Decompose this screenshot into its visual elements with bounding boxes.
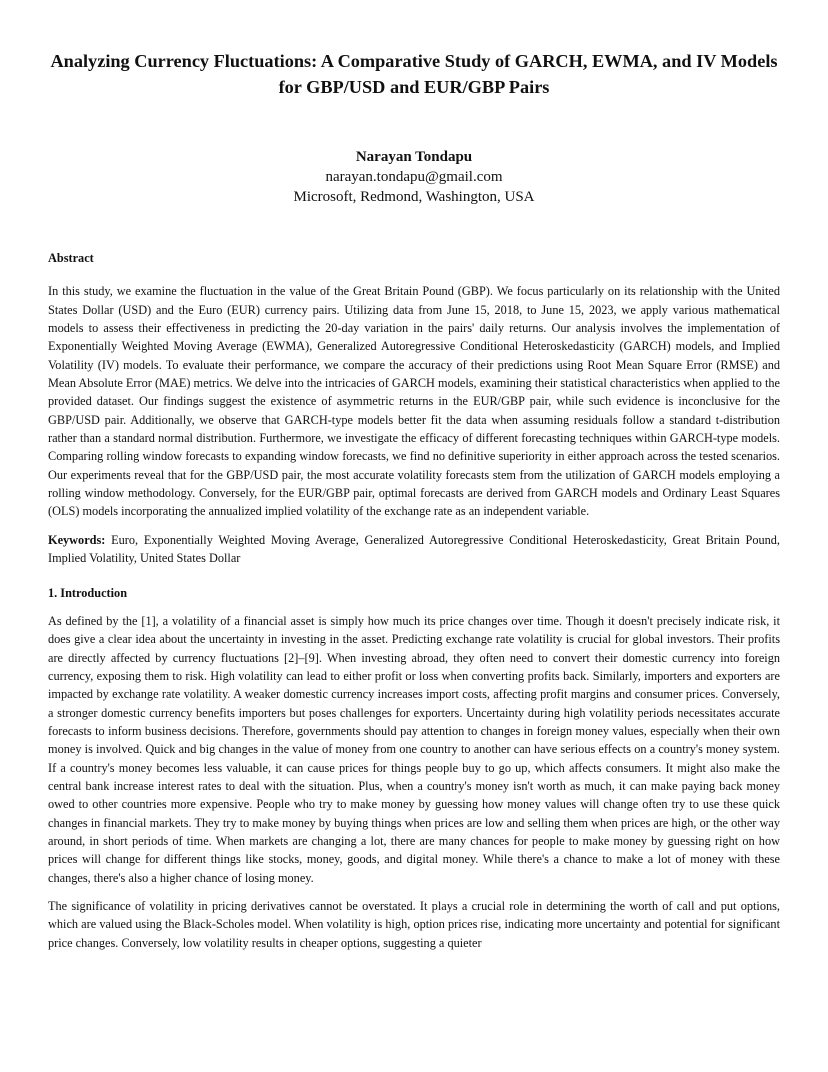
keywords-label: Keywords: — [48, 532, 106, 547]
abstract-text: In this study, we examine the fluctuation in the value of the Great Britain Pound (GBP). We focus particularly on its relationship with the United States Dollar (USD) and the Euro (EUR) currency pairs. Utilizing data from June 15, 2018, to June 15, 2023, we apply various mathematical models to assess their effectiveness in predicting the 20-day variation in the pairs' daily returns. Our analysis involves the implementation of Exponentially Weighted Moving Average (EWMA), Generalized Autoregressive Conditional Heteroskedasticity (GARCH) models, and Implied Volatility (IV) models. To evaluate their performance, we compare the accuracy of their predictions using Root Mean Square Error (RMSE) and Mean Absolute Error (MAE) metrics. We delve into the intricacies of GARCH models, examining their statistical characteristics when applied to the provided dataset. Our findings suggest the existence of asymmetric returns in the EUR/GBP pair, while such evidence is inconclusive for the GBP/USD pair. Additionally, we observe that GARCH-type models better fit the data when assuming residuals follow a standard t-distribution rather than a standard normal distribution. Furthermore, we investigate the efficacy of different forecasting techniques within GARCH-type models. Comparing rolling window forecasts to expanding window forecasts, we find no definitive superiority in either approach across the tested scenarios. Our experiments reveal that for the GBP/USD pair, the most accurate volatility forecasts stem from the utilization of GARCH models employing a rolling window methodology. Conversely, for the EUR/GBP pair, optimal forecasts are derived from GARCH models and Ordinary Least Squares (OLS) models incorporating the annualized implied volatility of the exchange rate as an independent variable. — [48, 284, 780, 519]
introduction-paragraph: As defined by the [1], a volatility of a financial asset is simply how much its price changes over time. Though it doesn't precisely indicate risk, it does give a clear idea about the uncertainty in investing in the asset. Predicting exchange rate volatility is crucial for global investors. Their profits are directly affected by currency fluctuations [2]–[9]. When investing abroad, they often need to convert their domestic currency into foreign currency, exposing them to risk. High volatility can lead to either profit or loss when converting profits back. Similarly, importers and exporters are impacted by exchange rate volatility. A weaker domestic currency increases import costs, affecting profit margins and consumer prices. Conversely, a stronger domestic currency benefits importers but poses challenges for exporters. Uncertainty during high volatility periods necessitates accurate forecasts to inform business decisions. Therefore, governments should pay attention to changes in foreign money values, especially when their own money is involved. Quick and big changes in the value of money from one country to another can have serious effects on a country's money system. If a country's money becomes less valuable, it can cause prices for things people buy to go up, which affects consumers. It might also make the central bank increase interest rates to deal with the situation. Plus, when a country's money isn't worth as much, it can make paying back money owed to other countries more expensive. People who try to make money by guessing how money values will change often try to use these quick changes in financial markets. They try to make money by buying things when prices are low and selling them when prices are high, or the other way around, in short periods of time. When markets are changing a lot, there are many chances for people to make money by guessing right on how prices will change for different things like stocks, money, goods, and digital money. While there's a chance to make a lot of money with these changes, there's also a higher chance of losing money. — [48, 613, 780, 885]
paper-body — [48, 249, 780, 962]
introduction-paragraph: The significance of volatility in pricing derivatives cannot be overstated. It plays a crucial role in determining the worth of call and put options, which are valued using the Black-Scholes model. When volatility is high, option prices rise, indicating more uncertainty and potential for significant price changes. Conversely, low volatility results in cheaper options, suggesting a quieter — [48, 899, 780, 950]
author-email[interactable]: narayan.tondapu@gmail.com — [325, 169, 503, 185]
keywords — [48, 531, 780, 568]
introduction-heading: 1. Introduction — [48, 585, 128, 600]
author-name: Narayan Tondapu — [355, 149, 473, 165]
paper-title: Analyzing Currency Fluctuations: A Comparative Study of GARCH, EWMA, and IV Models for GBP/USD and EUR/GBP Pairs — [50, 51, 778, 97]
keywords-text: Euro, Exponentially Weighted Moving Average, Generalized Autoregressive Conditional Heteroskedasticity, Great Britain Pound, Implied Volatility, United States Dollar — [48, 532, 780, 566]
author-affiliation: Microsoft, Redmond, Washington, USA — [293, 189, 535, 205]
author-block — [48, 147, 780, 207]
abstract-heading: Abstract — [48, 251, 94, 265]
